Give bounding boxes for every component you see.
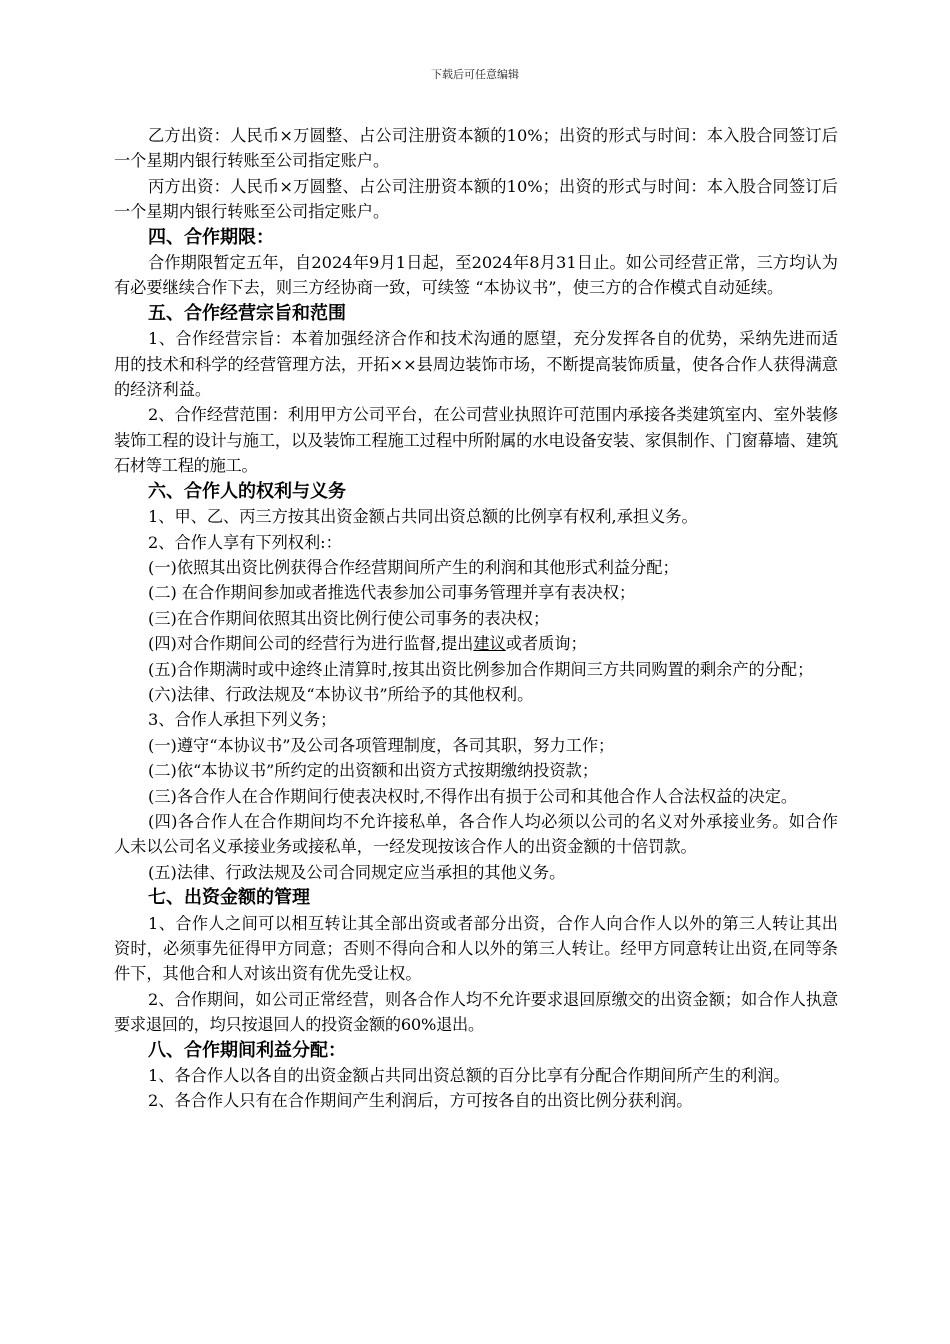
paragraph-obligations-intro: 3、合作人承担下列义务；: [148, 710, 337, 730]
section-heading-profit-distribution: 八、合作期间利益分配：: [148, 1039, 346, 1061]
list-item-right-1: (一)依照其出资比例获得合作经营期间所产生的利润和其他形式利益分配；: [148, 557, 679, 577]
list-item-obligation-4: (四)各合作人在合作期间均不允许接私单，各合作人均必须以公司的名义对外承接业务。如合作人未以公司名义承接业务或接私单，一经发现按该合作人的出资金额的十倍罚款。: [114, 811, 838, 857]
document-body: [114, 123, 838, 1114]
list-item-right-6: (六)法律、行政法规及“本协议书”所给予的其他权利。: [148, 684, 534, 704]
list-item-right-5: (五)合作期满时或中途终止清算时,按其出资比例参加合作期间三方共同购置的剩余产的分配；: [148, 659, 814, 679]
section-heading-rights-obligations: 六、合作人的权利与义务: [148, 480, 346, 502]
paragraph-profit-1: 1、各合作人以各自的出资金额占共同出资总额的百分比享有分配合作期间所产生的利润。: [148, 1066, 790, 1086]
paragraph-scope: 2、合作经营范围：利用甲方公司平台，在公司营业执照许可范围内承接各类建筑室内、室外装修装饰工程的设计与施工，以及装饰工程施工过程中所附属的水电设备安装、家俱制作、门窗幕墙、建筑石材等工程的施工。: [114, 405, 838, 476]
right-4-text-after: 或者质询；: [505, 634, 587, 654]
paragraph-rights-basis: 1、甲、乙、丙三方按其出资金额占共同出资总额的比例享有权利,承担义务。: [148, 507, 698, 527]
paragraph-party-c-contribution: 丙方出资：人民币×万圆整、占公司注册资本额的10%；出资的形式与时间：本入股合同签订后一个星期内银行转账至公司指定账户。: [114, 176, 838, 222]
list-item-right-4: [114, 631, 838, 656]
paragraph-party-b-contribution: 乙方出资：人民币×万圆整、占公司注册资本额的10%；出资的形式与时间：本入股合同签订后一个星期内银行转账至公司指定账户。: [114, 126, 838, 171]
paragraph-capital-transfer: 1、合作人之间可以相互转让其全部出资或者部分出资，合作人向合作人以外的第三人转让其出资时，必须事先征得甲方同意；否则不得向合和人以外的第三人转让。经甲方同意转让出资,在同等条件下，其他合和人对该出资有优先受让权。: [114, 913, 838, 984]
section-heading-capital-management: 七、出资金额的管理: [148, 887, 310, 909]
page-header-note: 下载后可任意编辑: [431, 68, 519, 81]
list-item-obligation-3: (三)各合作人在合作期间行使表决权时,不得作出有损于公司和其他合作人合法权益的决定。: [148, 786, 798, 806]
list-item-obligation-5: (五)法律、行政法规及公司合同规定应当承担的其他义务。: [148, 862, 566, 882]
list-item-right-3: (三)在合作期间依照其出资比例行使公司事务的表决权；: [148, 608, 550, 628]
paragraph-rights-intro: 2、合作人享有下列权利:：: [148, 532, 342, 552]
section-heading-purpose-scope: 五、合作经营宗旨和范围: [148, 302, 346, 324]
paragraph-term: 合作期限暂定五年，自2024年9月1日起，至2024年8月31日止。如公司经营正常，三方均认为有必要继续合作下去，则三方经协商一致，可续签 “本协议书”，使三方的合作模式自动延续。: [114, 253, 838, 298]
right-4-text-before: (四)对合作期间公司的经营行为进行监督,提出: [148, 634, 474, 654]
paragraph-capital-withdrawal: 2、合作期间，如公司正常经营，则各合作人均不允许要求退回原缴交的出资金额；如合作人执意要求退回的，均只按退回人的投资金额的60%退出。: [114, 989, 838, 1035]
underlined-word-suggestion: 建议: [473, 634, 506, 654]
section-heading-term: 四、合作期限：: [148, 226, 274, 248]
list-item-obligation-2: (二)依“本协议书”所约定的出资额和出资方式按期缴纳投资款；: [148, 761, 599, 781]
paragraph-purpose: 1、合作经营宗旨：本着加强经济合作和技术沟通的愿望，充分发挥各自的优势，采纳先进而适用的技术和科学的经营管理方法，开拓××县周边装饰市场，不断提高装饰质量，使各合作人获得满意的经济利益。: [114, 329, 838, 400]
list-item-obligation-1: (一)遵守“本协议书”及公司各项管理制度，各司其职，努力工作；: [148, 735, 615, 755]
paragraph-profit-2: 2、各合作人只有在合作期间产生利润后，方可按各自的出资比例分获利润。: [148, 1091, 693, 1111]
list-item-right-2: (二) 在合作期间参加或者推选代表参加公司事务管理并享有表决权；: [148, 583, 636, 603]
